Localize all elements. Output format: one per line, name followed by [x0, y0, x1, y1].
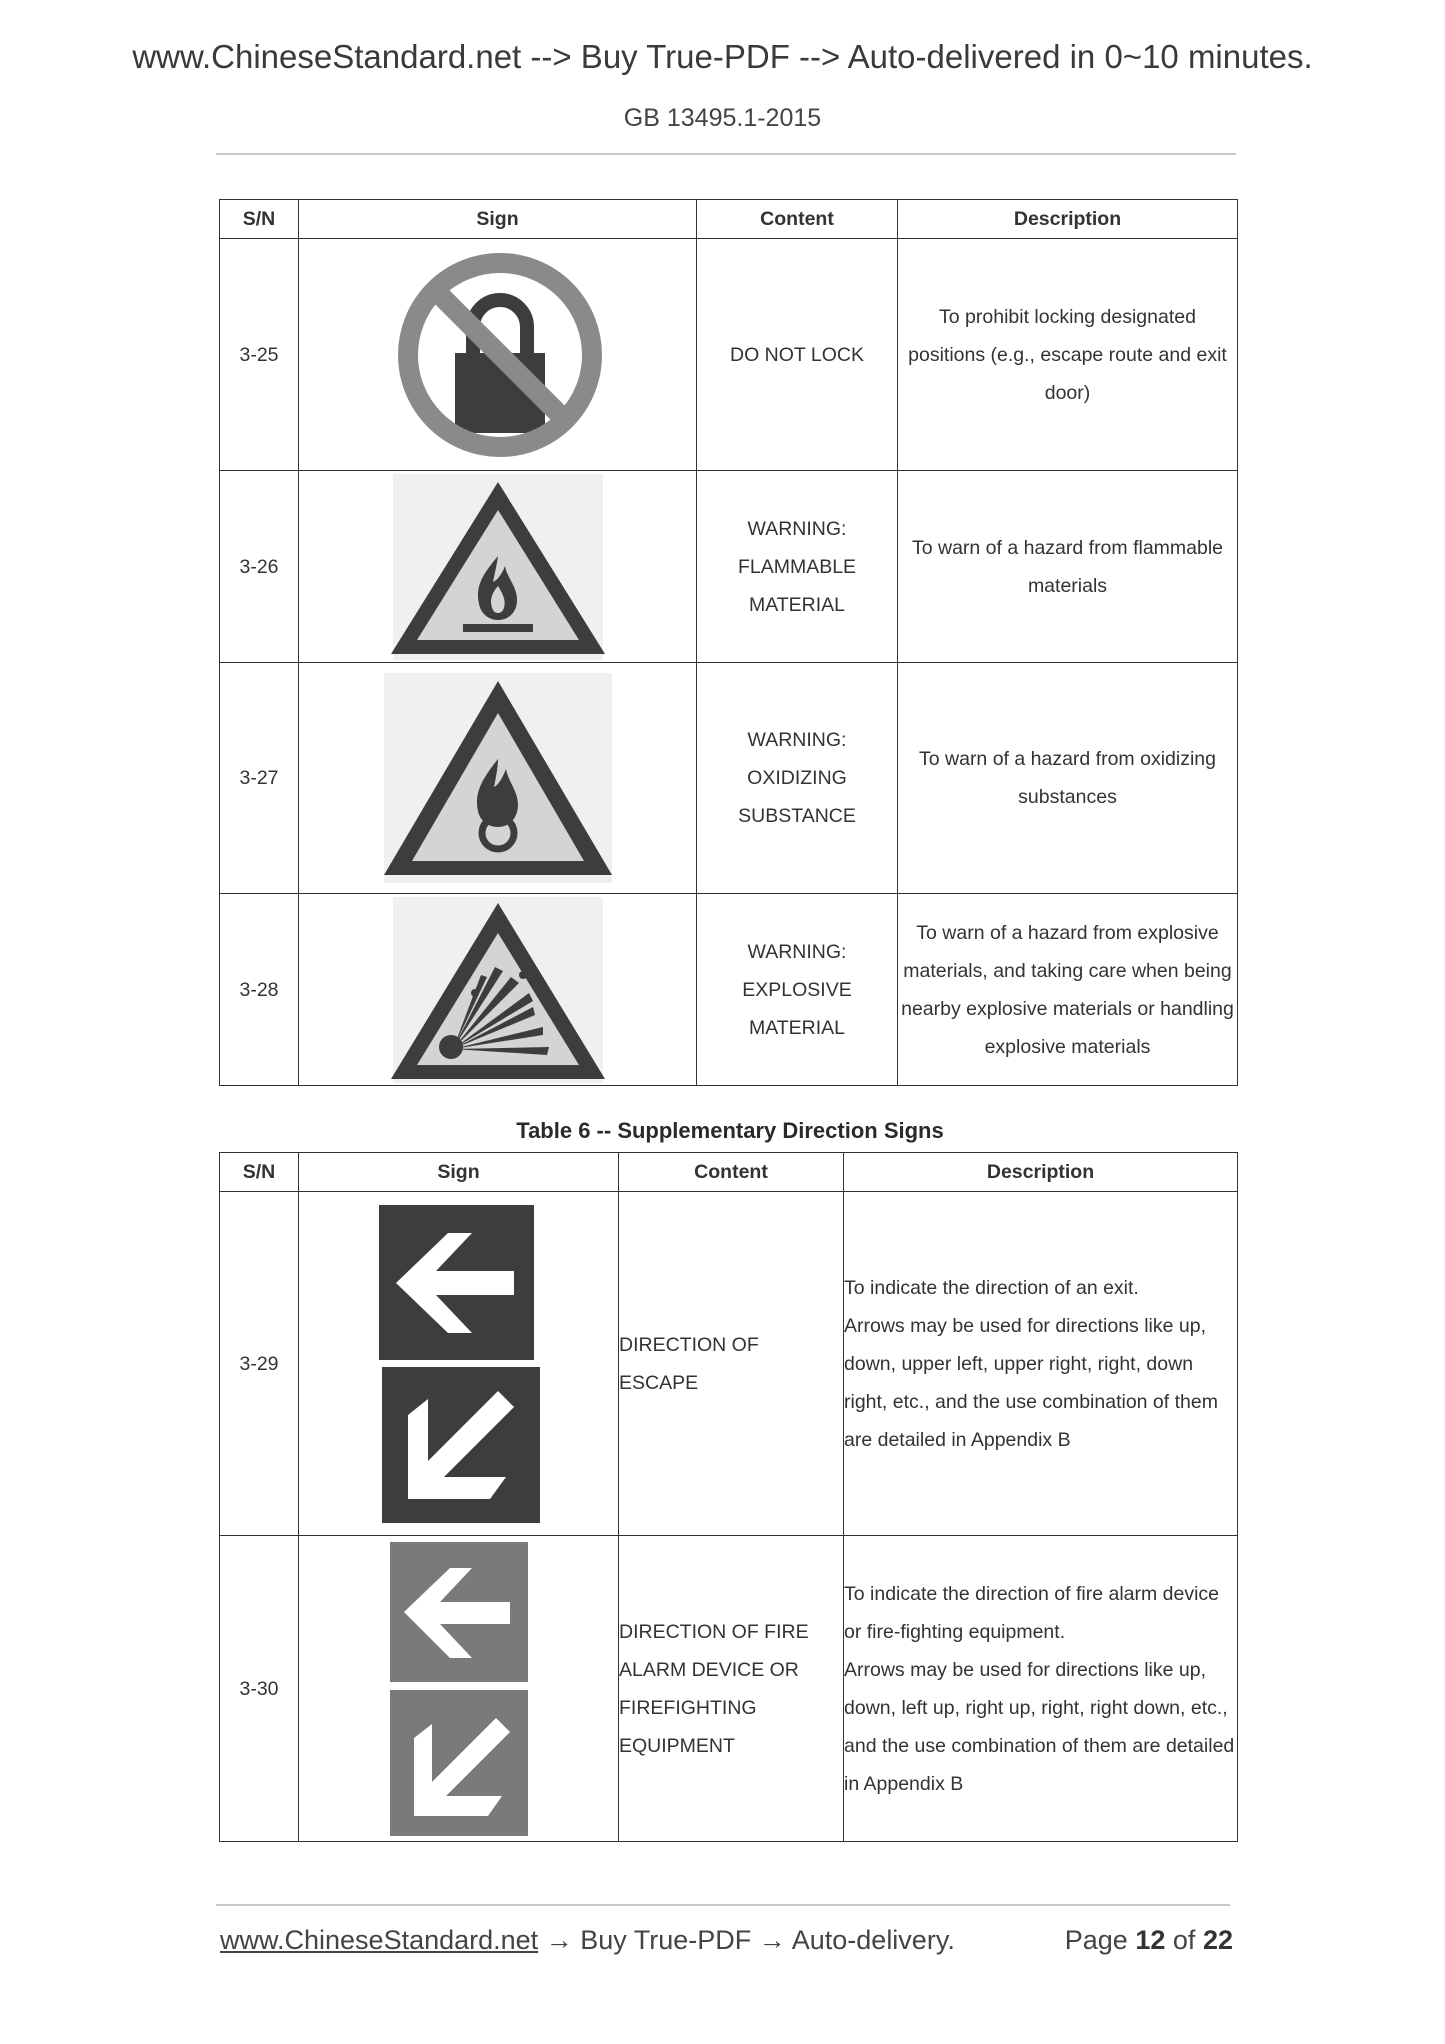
row-description: [898, 239, 1238, 471]
description-line: door): [1044, 381, 1091, 404]
table-row: [220, 1192, 1238, 1536]
column-header-content: Content: [697, 200, 898, 239]
description-line: To indicate the direction of an exit.: [844, 1276, 1139, 1299]
content-line: ALARM DEVICE OR: [619, 1658, 799, 1681]
footer-page-number: [1065, 1925, 1233, 1956]
description-line: To warn of a hazard from oxidizing: [919, 748, 1216, 770]
footer-divider: [216, 1904, 1230, 1906]
flammable-warning-icon: [383, 474, 613, 660]
sign-cell: [299, 471, 697, 663]
table-header-row: [220, 200, 1238, 239]
description-line: To warn of a hazard from explosive: [916, 921, 1219, 944]
escape-direction-arrows-icon: [374, 1203, 544, 1525]
table-header-row: [220, 1153, 1238, 1192]
column-header-sign: Sign: [299, 200, 697, 239]
description-line: or fire-fighting equipment.: [844, 1620, 1066, 1643]
table-caption: Table 6 -- Supplementary Direction Signs: [516, 1118, 944, 1143]
explosive-warning-icon: [383, 897, 613, 1083]
description-line: materials, and taking care when being: [903, 959, 1232, 982]
description-line: down, upper left, upper right, right, down: [844, 1352, 1194, 1375]
table-row: [220, 1536, 1238, 1842]
standard-number: GB 13495.1-2015: [623, 104, 822, 132]
page-of-label: of: [1172, 1925, 1196, 1955]
description-line: nearby explosive materials or handling: [901, 997, 1234, 1020]
row-content: [697, 239, 898, 471]
row-sn: 3-27: [220, 663, 299, 894]
content-line: FLAMMABLE: [737, 555, 857, 578]
description-line: down, left up, right up, right, right down, etc.,: [844, 1696, 1228, 1719]
footer-promo-text: → Buy True-PDF → Auto-delivery.: [538, 1925, 955, 1955]
description-line: in Appendix B: [844, 1772, 964, 1795]
description-line: positions (e.g., escape route and exit: [908, 343, 1227, 366]
row-content: [697, 471, 898, 663]
column-header-sn: S/N: [220, 200, 299, 239]
table-row: [220, 239, 1238, 471]
column-header-description: Description: [898, 200, 1238, 239]
column-header-content: Content: [619, 1153, 844, 1192]
fire-equipment-direction-arrows-icon: [384, 1540, 534, 1838]
sign-cell: [299, 1192, 619, 1536]
content-line: DIRECTION OF FIRE: [619, 1620, 809, 1643]
content-line: SUBSTANCE: [738, 805, 856, 827]
description-line: Arrows may be used for directions like up,: [844, 1314, 1206, 1337]
row-sn: 3-26: [220, 471, 299, 663]
row-content: [697, 894, 898, 1086]
footer-promo: [220, 1925, 955, 1956]
row-description: [844, 1192, 1238, 1536]
oxidizing-warning-icon: [378, 673, 618, 883]
content-line: WARNING:: [747, 940, 847, 963]
content-line: WARNING:: [747, 517, 847, 540]
page-label: Page: [1064, 1925, 1128, 1955]
page-current: 12: [1135, 1925, 1166, 1955]
content-line: FIREFIGHTING: [619, 1696, 757, 1719]
column-header-sign: Sign: [299, 1153, 619, 1192]
sign-cell: [299, 894, 697, 1086]
row-sn: 3-30: [220, 1536, 299, 1842]
content-line: MATERIAL: [748, 1016, 846, 1039]
content-line: WARNING:: [747, 729, 847, 751]
sign-cell: [299, 663, 697, 894]
description-line: and the use combination of them are detailed: [844, 1734, 1235, 1757]
description-line: To prohibit locking designated: [939, 305, 1196, 328]
sign-cell: [299, 1536, 619, 1842]
column-header-sn: S/N: [220, 1153, 299, 1192]
description-line: are detailed in Appendix B: [844, 1428, 1071, 1451]
description-line: materials: [1027, 574, 1108, 597]
header-banner: www.ChineseStandard.net --> Buy True-PDF --> Auto-delivered in 0~10 minutes.: [132, 38, 1313, 75]
content-line: EQUIPMENT: [619, 1734, 735, 1757]
description-line: explosive materials: [984, 1035, 1151, 1058]
row-description: [898, 663, 1238, 894]
table-row: [220, 663, 1238, 894]
description-line: Arrows may be used for directions like up,: [844, 1658, 1206, 1681]
sign-table-upper: [219, 199, 1238, 1086]
description-line: To warn of a hazard from flammable: [911, 536, 1224, 559]
description-line: To indicate the direction of fire alarm device: [844, 1582, 1220, 1605]
table-row: [220, 894, 1238, 1086]
content-line: MATERIAL: [748, 593, 846, 616]
row-content: [697, 663, 898, 894]
row-content: [619, 1192, 844, 1536]
no-locking-icon: [383, 245, 613, 465]
row-description: [898, 471, 1238, 663]
description-line: substances: [1018, 786, 1117, 808]
content-line: DIRECTION OF ESCAPE: [619, 1333, 759, 1394]
description-line: right, etc., and the use combination of them: [844, 1390, 1218, 1413]
row-sn: 3-25: [220, 239, 299, 471]
content-line: OXIDIZING: [747, 767, 847, 789]
table-row: [220, 471, 1238, 663]
row-description: [844, 1536, 1238, 1842]
footer-site-link[interactable]: www.ChineseStandard.net: [220, 1925, 539, 1955]
row-content: [619, 1536, 844, 1842]
sign-table-supplementary: [219, 1152, 1238, 1842]
row-sn: 3-29: [220, 1192, 299, 1536]
sign-cell: [299, 239, 697, 471]
content-line: DO NOT LOCK: [730, 343, 864, 366]
content-line: EXPLOSIVE: [742, 978, 852, 1001]
page-total: 22: [1202, 1925, 1233, 1955]
row-sn: 3-28: [220, 894, 299, 1086]
row-description: [898, 894, 1238, 1086]
header-divider: [216, 153, 1236, 155]
column-header-description: Description: [844, 1153, 1238, 1192]
